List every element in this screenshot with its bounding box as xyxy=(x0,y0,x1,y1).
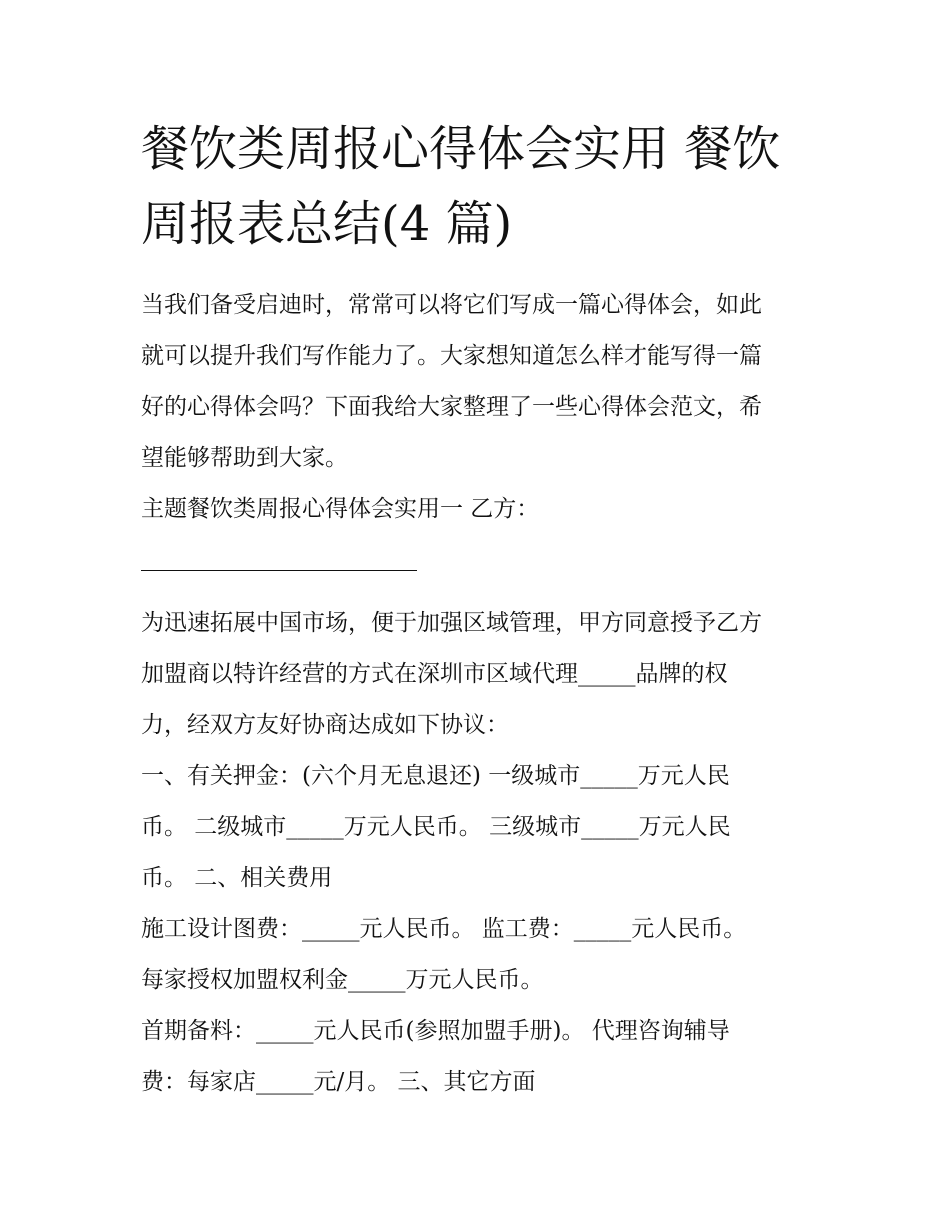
intro-paragraph xyxy=(141,280,821,484)
body-line: 一、有关押金：(六个月无息退还) 一级城市_____万元人民 xyxy=(141,763,730,789)
title-line-2: 周报表总结(4 篇) xyxy=(141,196,513,252)
body-line: 费：每家店_____元/月。 三、其它方面 xyxy=(141,1069,536,1095)
document-page xyxy=(141,112,821,1108)
body-line: 施工设计图费：_____元人民币。 监工费：_____元人民币。 xyxy=(141,916,747,942)
intro-line: 就可以提升我们写作能力了。大家想知道怎么样才能写得一篇 xyxy=(141,343,762,369)
body-line: 力，经双方友好协商达成如下协议： xyxy=(141,712,509,738)
theme-line: 主题餐饮类周报心得体会实用一 乙方： xyxy=(141,496,540,522)
body-line: 为迅速拓展中国市场，便于加强区域管理，甲方同意授予乙方 xyxy=(141,610,762,636)
body-line: 币。 二级城市_____万元人民币。 三级城市_____万元人民 xyxy=(141,814,731,840)
blank-underline xyxy=(141,570,417,571)
intro-line: 望能够帮助到大家。 xyxy=(141,445,348,471)
body-line: 加盟商以特许经营的方式在深圳市区域代理_____品牌的权 xyxy=(141,661,728,687)
body-line: 币。 二、相关费用 xyxy=(141,865,333,891)
title-line-1: 餐饮类周报心得体会实用 餐饮 xyxy=(141,121,781,177)
document-title xyxy=(141,112,821,262)
intro-line: 好的心得体会吗？下面我给大家整理了一些心得体会范文，希 xyxy=(141,394,762,420)
intro-line: 当我们备受启迪时，常常可以将它们写成一篇心得体会，如此 xyxy=(141,292,762,318)
agreement-body xyxy=(141,598,821,1108)
body-line: 首期备料：_____元人民币(参照加盟手册)。 代理咨询辅导 xyxy=(141,1018,730,1044)
body-line: 每家授权加盟权利金_____万元人民币。 xyxy=(141,967,544,993)
